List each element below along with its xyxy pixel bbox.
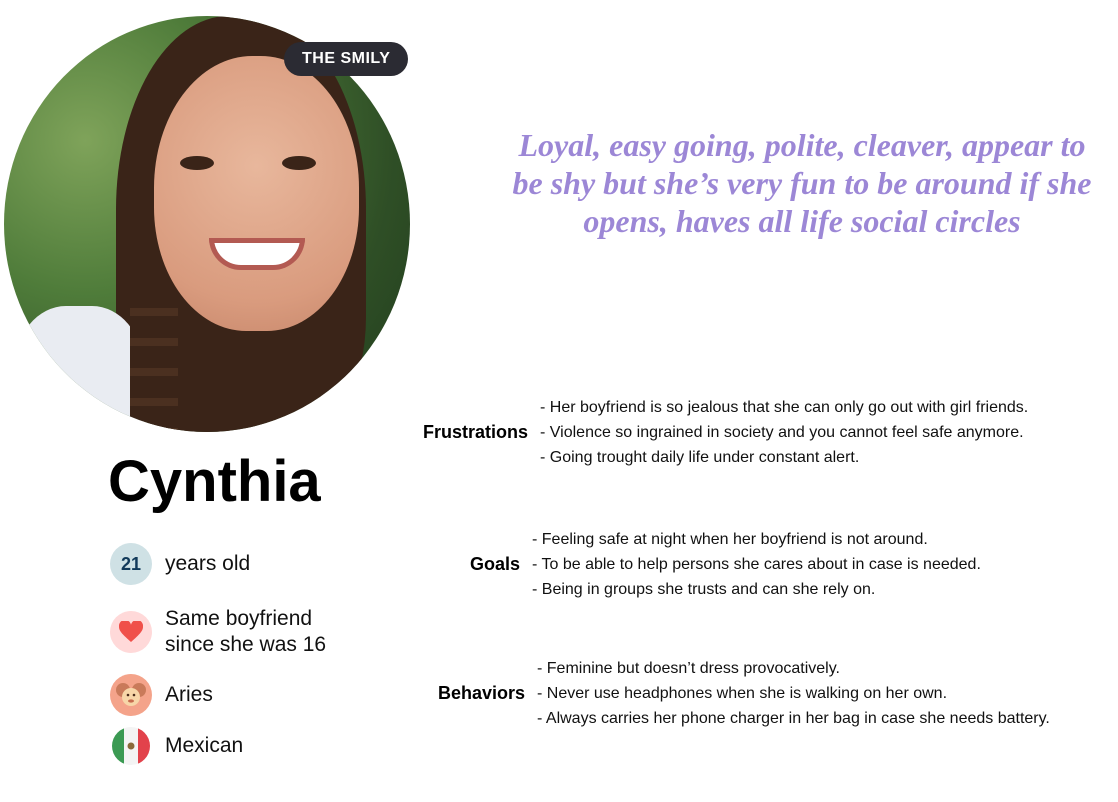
list-item: - Always carries her phone charger in her bag in case she needs battery.	[537, 710, 1050, 727]
list-item: - Feeling safe at night when her boyfriend is not around.	[532, 531, 928, 548]
mexico-flag-icon	[110, 725, 152, 767]
frustrations-list	[540, 395, 1028, 470]
shoulder	[14, 306, 144, 432]
goals-list	[532, 527, 981, 602]
persona-type-badge: THE SMILY	[284, 42, 408, 76]
frustrations-label: Frustrations	[422, 422, 528, 442]
behaviors-list	[537, 656, 1050, 731]
left-eye	[180, 156, 214, 170]
fact-nationality	[110, 725, 243, 767]
list-item: - Violence so ingrained in society and you cannot feel safe anymore.	[540, 424, 1024, 441]
heart-icon	[110, 611, 152, 653]
braid	[130, 286, 178, 432]
list-item: - Never use headphones when she is walking on her own.	[537, 685, 948, 702]
frustrations-section	[404, 395, 1028, 470]
goals-label: Goals	[469, 554, 520, 574]
list-item: - Feminine but doesn’t dress provocatively.	[537, 660, 840, 677]
behaviors-section	[404, 656, 1050, 731]
face	[154, 56, 359, 331]
age-badge: 21	[110, 543, 152, 585]
fact-zodiac	[110, 674, 213, 716]
fact-age-text: years old	[165, 552, 251, 575]
fact-relationship-text: Same boyfriend since she was 16	[165, 607, 327, 656]
goals-section	[404, 527, 981, 602]
list-item: - Being in groups she trusts and can she rely on.	[532, 581, 876, 598]
list-item: - Her boyfriend is so jealous that she can only go out with girl friends.	[540, 399, 1029, 416]
fact-nationality-text: Mexican	[165, 734, 244, 757]
persona-name: Cynthia	[108, 449, 321, 514]
persona-photo	[4, 16, 410, 432]
right-eye	[282, 156, 316, 170]
behaviors-label: Behaviors	[437, 683, 525, 703]
fact-zodiac-text: Aries	[165, 683, 213, 706]
aries-ram-icon	[110, 674, 152, 716]
fact-relationship	[110, 606, 326, 658]
persona-quote: Loyal, easy going, polite, cleaver, appear to be shy but she’s very fun to be around if she opens, haves all life social circles	[512, 127, 1092, 239]
fact-age	[110, 543, 250, 585]
list-item: - Going trought daily life under constant alert.	[540, 449, 860, 466]
list-item: - To be able to help persons she cares about in case is needed.	[532, 556, 981, 573]
